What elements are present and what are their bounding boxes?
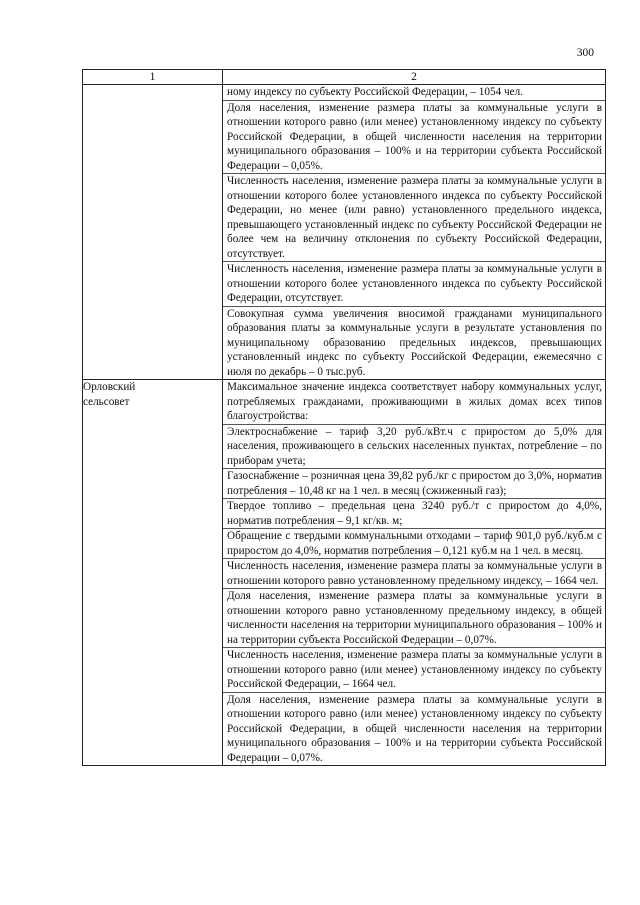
table-row [83,380,606,766]
paragraph: Совокупная сумма увеличения вносимой гражданами муниципального образования платы за коммунальные услуги в результате установления по муниципальному образованию предельных индексов, превышающих установленный индекс по субъекту Российской Федерации, ежемесячно с июля по декабрь – 0 тыс.руб. [223,306,605,380]
paragraph: Максимальное значение индекса соответствует набору коммунальных услуг, потребляемых гражданами, проживающими в жилых домах всех типов благоустройства: [227,381,602,422]
description-cell [223,380,606,766]
paragraph: Обращение с твердыми коммунальными отходами – тариф 901,0 руб./куб.м с приростом до 4,0%, норматив потребления – 0,121 куб.м на 1 чел. в месяц. [223,528,605,558]
paragraph: Газоснабжение – розничная цена 39,82 руб./кг с приростом до 3,0%, норматив потребления – 10,48 кг на 1 чел. в месяц (сжиженный газ); [223,468,605,498]
paragraph: Численность населения, изменение размера платы за коммунальные услуги в отношении которого более установленного индекса по субъекту Российской Федерации, но менее (или равно) установленного предельного индекса, превышающего установленный индекс по субъекту Российской Федерации не более чем на величину отклонения по субъекту Российской Федерации, отсутствует. [223,173,605,261]
municipality-name-cell [83,85,223,380]
paragraph: Численность населения, изменение размера платы за коммунальные услуги в отношении которого более установленного индекса по субъекту Российской Федерации, отсутствует. [223,261,605,306]
paragraph: ному индексу по субъекту Российской Федерации, – 1054 чел. [227,86,523,98]
paragraph: Численность населения, изменение размера платы за коммунальные услуги в отношении которого равно установленному предельному индексу, – 1664 чел. [223,558,605,588]
column-header-1: 1 [83,70,223,85]
table-header-row [83,70,606,85]
column-header-2: 2 [223,70,606,85]
paragraph: Электроснабжение – тариф 3,20 руб./кВт.ч с приростом до 5,0% для населения, проживающего в сельских населенных пунктах, потребление – по приборам учета; [223,424,605,469]
description-cell [223,85,606,380]
municipality-name-line-2: сельсовет [83,395,130,408]
paragraph: Численность населения, изменение размера платы за коммунальные услуги в отношении которого равно (или менее) установленному индексу по субъекту Российской Федерации, – 1664 чел. [223,647,605,692]
table-row [83,85,606,380]
paragraph: Доля населения, изменение размера платы за коммунальные услуги в отношении которого равно (или менее) установленному индексу по субъекту Российской Федерации, в общей численности населения на территории муниципального образования – 100% и на территории субъекта Российской Федерации – 0,07%. [223,692,605,766]
municipality-name-cell [83,380,223,766]
paragraph: Твердое топливо – предельная цена 3240 руб./т с приростом до 4,0%, норматив потребления – 9,1 кг/кв. м; [223,498,605,528]
document-table [82,69,606,766]
page-number: 300 [576,47,594,59]
municipality-name-line-1: Орловский [83,381,136,393]
paragraph: Доля населения, изменение размера платы за коммунальные услуги в отношении которого равно (или менее) установленному индексу по субъекту Российской Федерации, в общей численности населения на территории муниципального образования – 100% и на территории субъекта Российской Федерации – 0,05%. [223,100,605,174]
paragraph: Доля населения, изменение размера платы за коммунальные услуги в отношении которого равно установленному предельному индексу, в общей численности населения на территории муниципального образования – 100% и на территории субъекта Российской Федерации – 0,07%. [223,588,605,647]
